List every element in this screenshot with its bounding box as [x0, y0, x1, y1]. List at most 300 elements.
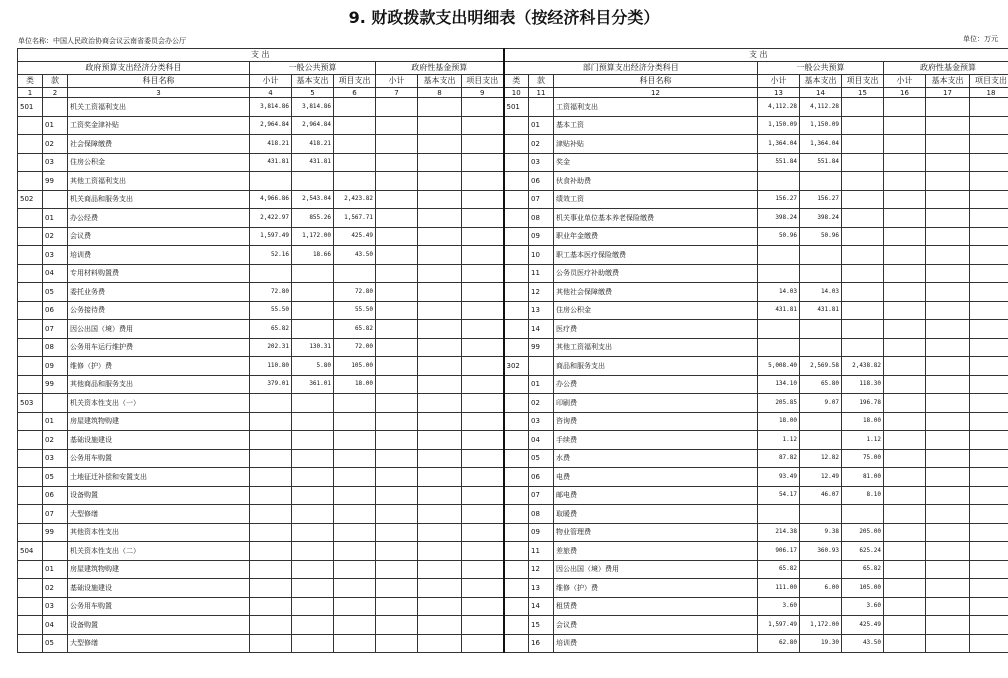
kuan-cell: 12 — [529, 283, 554, 302]
lei-cell — [18, 264, 43, 283]
subject-name-cell: 因公出国（境）费用 — [554, 560, 758, 579]
basic-cell — [292, 542, 334, 561]
lei-cell: 302 — [504, 357, 529, 376]
lei-cell — [18, 597, 43, 616]
lei-cell — [18, 375, 43, 394]
subtotal-cell: 4,966.86 — [250, 190, 292, 209]
lei-cell — [18, 153, 43, 172]
currency-unit-label: 单位：万元 — [963, 35, 998, 43]
fund-basic-cell — [926, 209, 970, 228]
basic-cell: 14.03 — [800, 283, 842, 302]
project-cell: 43.50 — [334, 246, 376, 265]
fund-subtotal-cell — [376, 264, 418, 283]
subject-name-cell: 社会保障缴费 — [68, 135, 250, 154]
fund-subtotal-cell — [884, 264, 926, 283]
fund-basic-cell — [926, 616, 970, 635]
fund-subtotal-cell — [376, 190, 418, 209]
subject-name-cell: 津贴补贴 — [554, 135, 758, 154]
fund-subtotal-cell — [884, 153, 926, 172]
subtotal-cell — [758, 264, 800, 283]
basic-cell: 398.24 — [800, 209, 842, 228]
fund-subtotal-cell — [884, 560, 926, 579]
basic-cell: 551.84 — [800, 153, 842, 172]
lei-cell — [18, 412, 43, 431]
table-row — [18, 634, 1008, 653]
fund-project-cell — [970, 246, 1008, 265]
project-cell — [842, 505, 884, 524]
fund-project-cell — [462, 634, 504, 653]
project-cell — [842, 338, 884, 357]
lei-cell — [504, 468, 529, 487]
kuan-cell: 02 — [43, 579, 68, 598]
basic-cell: 12.49 — [800, 468, 842, 487]
table-row — [18, 190, 1008, 209]
subject-name-cell: 其他社会保障缴费 — [554, 283, 758, 302]
project-cell: 2,438.82 — [842, 357, 884, 376]
subject-name-cell: 职业年金缴费 — [554, 227, 758, 246]
project-cell: 105.00 — [842, 579, 884, 598]
lei-cell — [18, 616, 43, 635]
lei-cell — [504, 579, 529, 598]
fund-project-cell — [462, 98, 504, 117]
fund-project-cell — [970, 597, 1008, 616]
basic-cell — [800, 338, 842, 357]
subtotal-cell — [758, 172, 800, 191]
subtotal-cell: 1,597.49 — [250, 227, 292, 246]
project-cell: 55.50 — [334, 301, 376, 320]
fund-subtotal-cell — [884, 227, 926, 246]
fund-project-cell — [970, 375, 1008, 394]
fund-project-cell — [970, 542, 1008, 561]
fund-subtotal-cell — [884, 116, 926, 135]
fund-subtotal-cell — [376, 135, 418, 154]
fund-basic-cell — [418, 412, 462, 431]
project-cell — [334, 468, 376, 487]
expense-detail-table — [17, 48, 1008, 653]
fund-basic-cell — [926, 523, 970, 542]
kuan-cell: 01 — [43, 116, 68, 135]
lei-cell — [504, 264, 529, 283]
fund-project-cell — [462, 246, 504, 265]
lei-cell — [18, 468, 43, 487]
table-row — [18, 542, 1008, 561]
kuan-cell: 07 — [529, 486, 554, 505]
fund-project-cell — [970, 153, 1008, 172]
fund-basic-cell — [926, 116, 970, 135]
basic-cell — [292, 634, 334, 653]
basic-cell: 1,150.09 — [800, 116, 842, 135]
basic-cell — [292, 283, 334, 302]
subject-name-cell: 因公出国（境）费用 — [68, 320, 250, 339]
subtotal-cell: 14.03 — [758, 283, 800, 302]
subtotal-cell: 93.49 — [758, 468, 800, 487]
subject-name-cell: 伙食补助费 — [554, 172, 758, 191]
fund-subtotal-cell — [884, 338, 926, 357]
fund-project-cell — [462, 209, 504, 228]
subject-name-cell: 维修（护）费 — [68, 357, 250, 376]
fund-basic-cell — [926, 98, 970, 117]
header-general-right: 一般公共预算 — [758, 62, 884, 75]
subtotal-cell: 418.21 — [250, 135, 292, 154]
subject-name-cell: 印刷费 — [554, 394, 758, 413]
fund-project-cell — [462, 283, 504, 302]
project-cell: 205.00 — [842, 523, 884, 542]
kuan-cell — [43, 542, 68, 561]
column-index-cell: 18 — [970, 88, 1008, 98]
fund-basic-cell — [418, 190, 462, 209]
fund-basic-cell — [926, 338, 970, 357]
project-cell — [334, 431, 376, 450]
project-cell — [842, 320, 884, 339]
kuan-cell — [529, 98, 554, 117]
fund-subtotal-cell — [376, 153, 418, 172]
basic-cell — [292, 523, 334, 542]
project-cell: 65.82 — [842, 560, 884, 579]
basic-cell — [800, 505, 842, 524]
fund-basic-cell — [418, 320, 462, 339]
subtotal-cell — [250, 505, 292, 524]
lei-cell — [504, 320, 529, 339]
fund-subtotal-cell — [884, 449, 926, 468]
kuan-cell: 02 — [43, 431, 68, 450]
lei-cell — [18, 209, 43, 228]
lei-cell — [504, 116, 529, 135]
column-index-cell: 4 — [250, 88, 292, 98]
subject-name-cell: 绩效工资 — [554, 190, 758, 209]
subject-name-cell: 公务员医疗补助缴费 — [554, 264, 758, 283]
fund-project-cell — [970, 172, 1008, 191]
subtotal-cell: 202.31 — [250, 338, 292, 357]
project-cell — [334, 542, 376, 561]
lei-cell — [504, 431, 529, 450]
column-index-cell: 16 — [884, 88, 926, 98]
table-row — [18, 579, 1008, 598]
fund-subtotal-cell — [884, 486, 926, 505]
header-basic: 基本支出 — [800, 75, 842, 88]
fund-basic-cell — [926, 579, 970, 598]
basic-cell: 360.93 — [800, 542, 842, 561]
lei-cell — [18, 560, 43, 579]
fund-basic-cell — [926, 431, 970, 450]
subject-name-cell: 取暖费 — [554, 505, 758, 524]
column-index-cell: 10 — [504, 88, 529, 98]
header-subtotal: 小计 — [758, 75, 800, 88]
fund-project-cell — [970, 634, 1008, 653]
subtotal-cell: 906.17 — [758, 542, 800, 561]
header-subtotal: 小计 — [250, 75, 292, 88]
fund-project-cell — [462, 486, 504, 505]
subtotal-cell: 1,150.09 — [758, 116, 800, 135]
subject-name-cell: 大型修缮 — [68, 505, 250, 524]
basic-cell: 2,543.04 — [292, 190, 334, 209]
lei-cell — [504, 597, 529, 616]
fund-basic-cell — [926, 135, 970, 154]
fund-basic-cell — [418, 579, 462, 598]
project-cell: 72.00 — [334, 338, 376, 357]
basic-cell: 6.00 — [800, 579, 842, 598]
header-kuan: 款 — [43, 75, 68, 88]
fund-subtotal-cell — [376, 338, 418, 357]
fund-project-cell — [970, 560, 1008, 579]
column-index-cell: 6 — [334, 88, 376, 98]
fund-subtotal-cell — [376, 579, 418, 598]
fund-basic-cell — [926, 357, 970, 376]
project-cell: 8.10 — [842, 486, 884, 505]
kuan-cell: 06 — [529, 468, 554, 487]
basic-cell: 130.31 — [292, 338, 334, 357]
subject-name-cell: 机关资本性支出（一） — [68, 394, 250, 413]
fund-subtotal-cell — [376, 431, 418, 450]
basic-cell — [292, 486, 334, 505]
header-project: 项目支出 — [462, 75, 504, 88]
lei-cell — [504, 375, 529, 394]
lei-cell — [18, 505, 43, 524]
basic-cell: 1,172.00 — [800, 616, 842, 635]
project-cell — [334, 264, 376, 283]
kuan-cell: 14 — [529, 320, 554, 339]
project-cell — [842, 246, 884, 265]
subject-name-cell: 公务用车购置 — [68, 449, 250, 468]
kuan-cell: 13 — [529, 301, 554, 320]
subtotal-cell — [250, 431, 292, 450]
subtotal-cell — [250, 634, 292, 653]
fund-subtotal-cell — [376, 560, 418, 579]
column-index-cell: 11 — [529, 88, 554, 98]
table-row — [18, 246, 1008, 265]
basic-cell — [292, 468, 334, 487]
project-cell: 18.00 — [842, 412, 884, 431]
column-index-row — [18, 88, 1008, 98]
subject-name-cell: 基本工资 — [554, 116, 758, 135]
lei-cell — [504, 486, 529, 505]
kuan-cell: 01 — [43, 209, 68, 228]
subtotal-cell: 3,814.86 — [250, 98, 292, 117]
column-index-cell: 17 — [926, 88, 970, 98]
project-cell — [334, 505, 376, 524]
subject-name-cell: 公务接待费 — [68, 301, 250, 320]
fund-subtotal-cell — [376, 98, 418, 117]
fund-subtotal-cell — [376, 227, 418, 246]
fund-project-cell — [462, 375, 504, 394]
fund-project-cell — [462, 560, 504, 579]
column-index-cell: 2 — [43, 88, 68, 98]
subtotal-cell — [250, 542, 292, 561]
fund-subtotal-cell — [376, 468, 418, 487]
kuan-cell — [529, 357, 554, 376]
subject-name-cell: 办公经费 — [68, 209, 250, 228]
lei-cell — [18, 172, 43, 191]
lei-cell — [504, 449, 529, 468]
kuan-cell: 10 — [529, 246, 554, 265]
lei-cell — [504, 412, 529, 431]
basic-cell — [292, 449, 334, 468]
subtotal-cell — [250, 523, 292, 542]
lei-cell — [504, 190, 529, 209]
subject-name-cell: 水费 — [554, 449, 758, 468]
subject-name-cell: 手续费 — [554, 431, 758, 450]
header-general-left: 一般公共预算 — [250, 62, 376, 75]
header-expense-left: 支 出 — [18, 49, 504, 62]
fund-basic-cell — [926, 486, 970, 505]
lei-cell: 504 — [18, 542, 43, 561]
kuan-cell: 03 — [43, 597, 68, 616]
kuan-cell: 07 — [43, 505, 68, 524]
subject-name-cell: 培训费 — [554, 634, 758, 653]
fund-project-cell — [970, 338, 1008, 357]
basic-cell: 431.81 — [292, 153, 334, 172]
subject-name-cell: 房屋建筑物购建 — [68, 412, 250, 431]
subtotal-cell: 18.00 — [758, 412, 800, 431]
fund-project-cell — [970, 412, 1008, 431]
subject-name-cell: 住房公积金 — [554, 301, 758, 320]
kuan-cell: 09 — [529, 227, 554, 246]
subtotal-cell — [250, 468, 292, 487]
fund-subtotal-cell — [376, 172, 418, 191]
fund-project-cell — [970, 449, 1008, 468]
unit-name-label: 单位名称：中国人民政治协商会议云南省委员会办公厅 — [18, 37, 186, 45]
subtotal-cell: 134.10 — [758, 375, 800, 394]
fund-subtotal-cell — [884, 209, 926, 228]
fund-project-cell — [462, 227, 504, 246]
fund-subtotal-cell — [884, 394, 926, 413]
basic-cell: 4,112.28 — [800, 98, 842, 117]
subtotal-cell: 1,364.04 — [758, 135, 800, 154]
project-cell — [334, 560, 376, 579]
fund-project-cell — [970, 227, 1008, 246]
lei-cell — [504, 394, 529, 413]
kuan-cell: 11 — [529, 542, 554, 561]
subject-name-cell: 维修（护）费 — [554, 579, 758, 598]
lei-cell — [504, 153, 529, 172]
basic-cell: 418.21 — [292, 135, 334, 154]
subject-name-cell: 其他工资福利支出 — [554, 338, 758, 357]
lei-cell — [504, 560, 529, 579]
lei-cell — [504, 542, 529, 561]
table-row — [18, 468, 1008, 487]
basic-cell — [292, 412, 334, 431]
fund-basic-cell — [418, 116, 462, 135]
fund-subtotal-cell — [376, 246, 418, 265]
fund-basic-cell — [926, 449, 970, 468]
subtotal-cell: 551.84 — [758, 153, 800, 172]
fund-subtotal-cell — [376, 116, 418, 135]
subtotal-cell: 379.01 — [250, 375, 292, 394]
lei-cell — [504, 301, 529, 320]
fund-subtotal-cell — [884, 357, 926, 376]
subject-name-cell: 机关工资福利支出 — [68, 98, 250, 117]
kuan-cell: 07 — [529, 190, 554, 209]
lei-cell — [504, 209, 529, 228]
basic-cell: 9.38 — [800, 523, 842, 542]
basic-cell — [292, 616, 334, 635]
fund-basic-cell — [418, 431, 462, 450]
project-cell — [842, 135, 884, 154]
basic-cell — [292, 394, 334, 413]
kuan-cell: 07 — [43, 320, 68, 339]
lei-cell — [504, 246, 529, 265]
basic-cell — [800, 597, 842, 616]
fund-subtotal-cell — [884, 634, 926, 653]
subject-name-cell: 土地征迁补偿和安置支出 — [68, 468, 250, 487]
fund-subtotal-cell — [376, 542, 418, 561]
subtotal-cell — [250, 172, 292, 191]
fund-basic-cell — [418, 449, 462, 468]
header-fund-right: 政府性基金预算 — [884, 62, 1008, 75]
fund-subtotal-cell — [376, 209, 418, 228]
kuan-cell: 01 — [43, 560, 68, 579]
subject-name-cell: 设备购置 — [68, 616, 250, 635]
kuan-cell: 09 — [43, 357, 68, 376]
project-cell — [842, 301, 884, 320]
table-row — [18, 227, 1008, 246]
subtotal-cell — [250, 616, 292, 635]
kuan-cell: 11 — [529, 264, 554, 283]
header-basic: 基本支出 — [926, 75, 970, 88]
subtotal-cell: 431.81 — [250, 153, 292, 172]
header-kuan: 款 — [529, 75, 554, 88]
column-index-cell: 1 — [18, 88, 43, 98]
table-row — [18, 616, 1008, 635]
basic-cell — [800, 412, 842, 431]
project-cell — [334, 616, 376, 635]
fund-project-cell — [462, 394, 504, 413]
subtotal-cell — [250, 412, 292, 431]
lei-cell — [18, 431, 43, 450]
lei-cell — [18, 449, 43, 468]
basic-cell — [800, 560, 842, 579]
fund-basic-cell — [418, 172, 462, 191]
basic-cell: 5.80 — [292, 357, 334, 376]
project-cell: 118.30 — [842, 375, 884, 394]
fund-basic-cell — [926, 505, 970, 524]
subject-name-cell: 设备购置 — [68, 486, 250, 505]
subtotal-cell: 2,964.84 — [250, 116, 292, 135]
lei-cell — [504, 172, 529, 191]
fund-subtotal-cell — [884, 468, 926, 487]
fund-project-cell — [462, 153, 504, 172]
kuan-cell: 01 — [529, 375, 554, 394]
header-subtotal: 小计 — [884, 75, 926, 88]
table-row — [18, 301, 1008, 320]
kuan-cell — [43, 190, 68, 209]
fund-basic-cell — [418, 597, 462, 616]
subject-name-cell: 委托业务费 — [68, 283, 250, 302]
project-cell — [334, 394, 376, 413]
lei-cell: 501 — [18, 98, 43, 117]
basic-cell — [292, 560, 334, 579]
table-row — [18, 394, 1008, 413]
fund-project-cell — [462, 116, 504, 135]
table-row — [18, 431, 1008, 450]
project-cell — [334, 412, 376, 431]
project-cell: 1,567.71 — [334, 209, 376, 228]
header-project: 项目支出 — [842, 75, 884, 88]
subtotal-cell: 1,597.49 — [758, 616, 800, 635]
kuan-cell: 08 — [529, 505, 554, 524]
subject-name-cell: 医疗费 — [554, 320, 758, 339]
fund-subtotal-cell — [884, 375, 926, 394]
subject-name-cell: 工资福利支出 — [554, 98, 758, 117]
subtotal-cell: 111.00 — [758, 579, 800, 598]
fund-subtotal-cell — [884, 190, 926, 209]
kuan-cell: 06 — [529, 172, 554, 191]
fund-project-cell — [462, 523, 504, 542]
column-index-cell: 13 — [758, 88, 800, 98]
lei-cell — [18, 227, 43, 246]
project-cell — [334, 579, 376, 598]
lei-cell: 503 — [18, 394, 43, 413]
lei-cell — [18, 338, 43, 357]
